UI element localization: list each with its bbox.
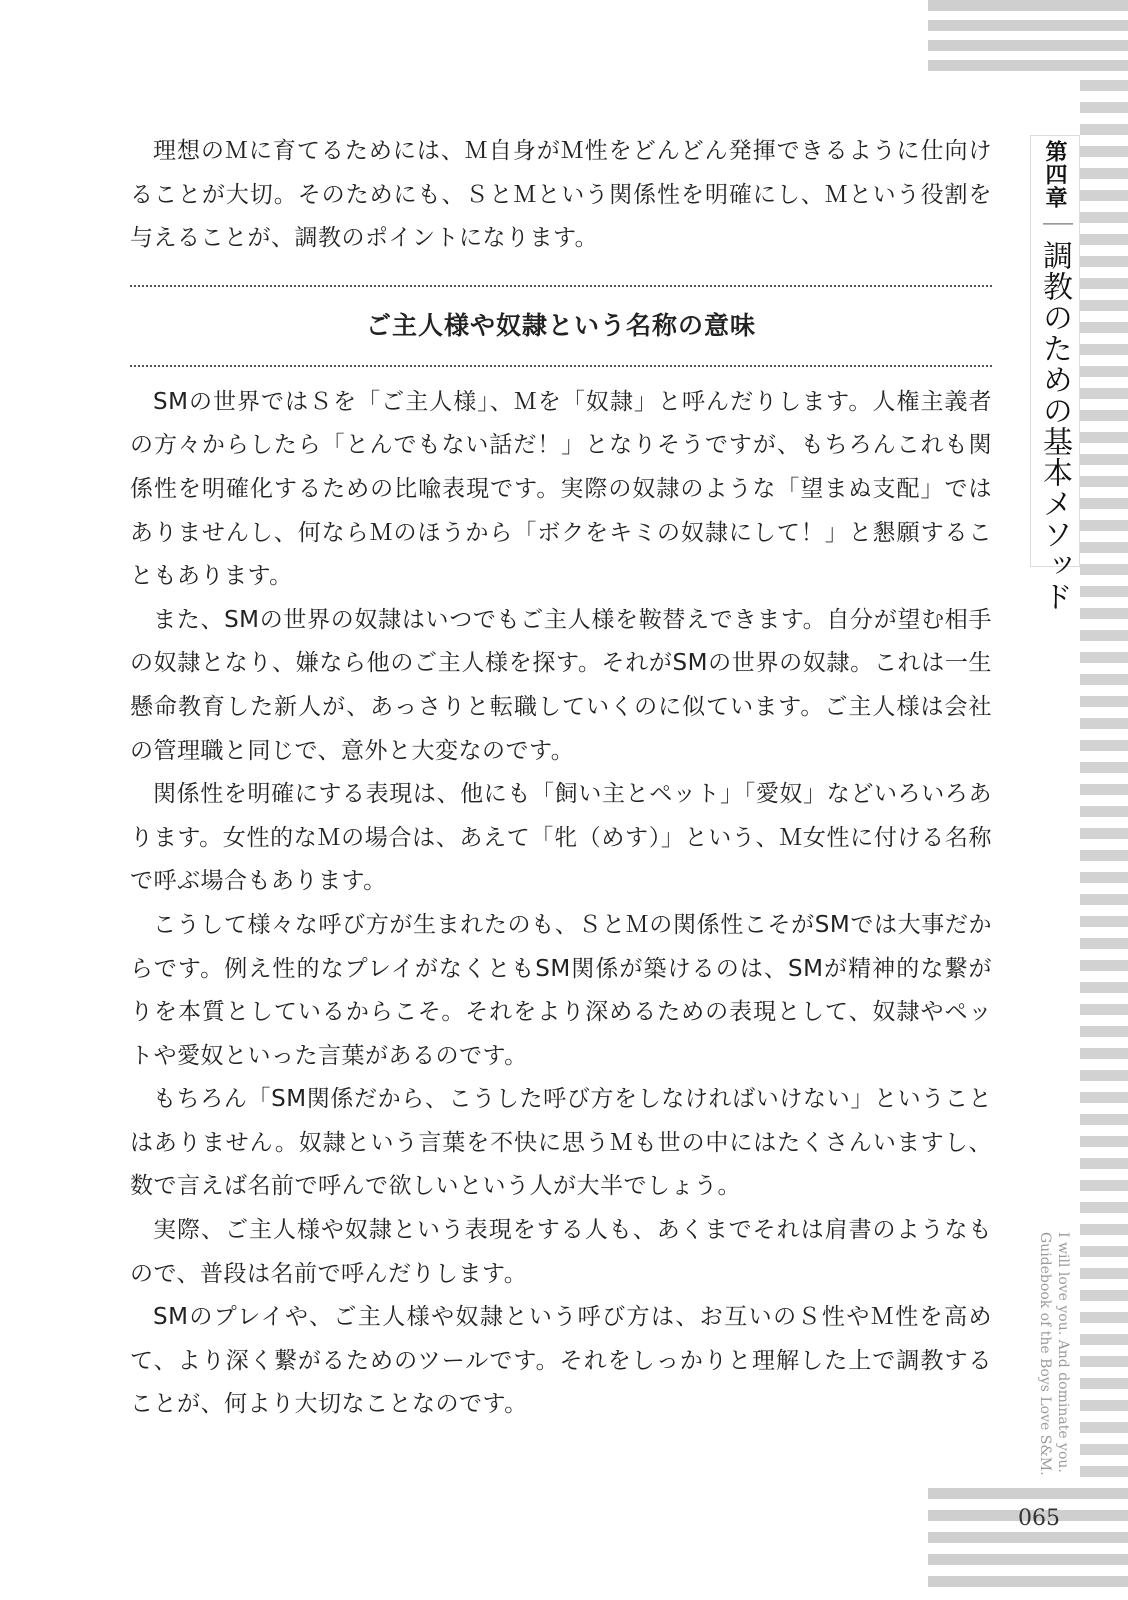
chapter-number: 第四章 [1042, 140, 1067, 209]
body-paragraph: SMのプレイや、ご主人様や奴隷という呼び方は、お互いのＳ性やＭ性を高めて、より深く繋がるためのツールです。それをしっかりと理解した上で調教することが、何より大切なことなのです。 [130, 1304, 992, 1418]
chapter-heading: 第四章｜調教のための基本メソッド [1037, 140, 1072, 612]
body-paragraph: こうして様々な呼び方が生まれたのも、ＳとＭの関係性こそがSMでは大事だからです。例え性的なプレイがなくともSM関係が築けるのは、SMが精神的な繋がりを本質としているからこそ。それをより深めるための表現として、奴隷やペットや愛奴といった言葉があるのです。 [130, 911, 992, 1069]
english-tagline [1036, 1232, 1072, 1476]
page-number: 065 [1018, 1506, 1060, 1531]
bottom-stripes [928, 1488, 1128, 1600]
body-paragraph: SMの世界ではＳを「ご主人様」、Ｍを「奴隷」と呼んだりします。人権主義者の方々からしたら「とんでもない話だ！」となりそうですが、もちろんこれも関係性を明確化するための比喩表現です。実際の奴隷のような「望まぬ支配」ではありませんし、何ならＭのほうから「ボクをキミの奴隷にして！」と懇願することもあります。 [130, 388, 992, 590]
divider-bottom [130, 365, 992, 367]
chapter-title: 調教のための基本メソッド [1037, 240, 1072, 612]
body-paragraph: もちろん「SM関係だから、こうした呼び方をしなければいけない」ということはありません。奴隷という言葉を不快に思うＭも世の中にはたくさんいますし、数で言えば名前で呼んで欲しいという人が大半でしょう。 [130, 1086, 992, 1200]
top-stripes [928, 0, 1128, 80]
english-line-2: Guidebook of the Boys Love S&M. [1037, 1232, 1053, 1476]
main-text [130, 130, 992, 1427]
section-title: ご主人様や奴隷という名称の意味 [365, 310, 756, 340]
english-line-1: I will love you. And dominate you. [1055, 1232, 1071, 1473]
body-paragraph: 実際、ご主人様や奴隷という表現をする人も、あくまでそれは肩書のようなもので、普段は名前で呼んだりします。 [130, 1217, 992, 1287]
intro-paragraph: 理想のＭに育てるためには、Ｍ自身がＭ性をどんどん発揮できるように仕向けることが大切。そのためにも、ＳとＭという関係性を明確にし、Ｍという役割を与えることが、調教のポイントになります。 [130, 138, 992, 252]
body-paragraph: また、SMの世界の奴隷はいつでもご主人様を鞍替えできます。自分が望む相手の奴隷となり、嫌なら他のご主人様を探す。それがSMの世界の奴隷。これは一生懸命教育した新人が、あっさりと転職していくのに似ています。ご主人様は会社の管理職と同じで、意外と大変なのです。 [130, 606, 992, 764]
body-paragraph: 関係性を明確にする表現は、他にも「飼い主とペット」「愛奴」などいろいろあります。女性的なＭの場合は、あえて「牝（めす）」という、Ｍ女性に付ける名称で呼ぶ場合もあります。 [130, 781, 992, 895]
